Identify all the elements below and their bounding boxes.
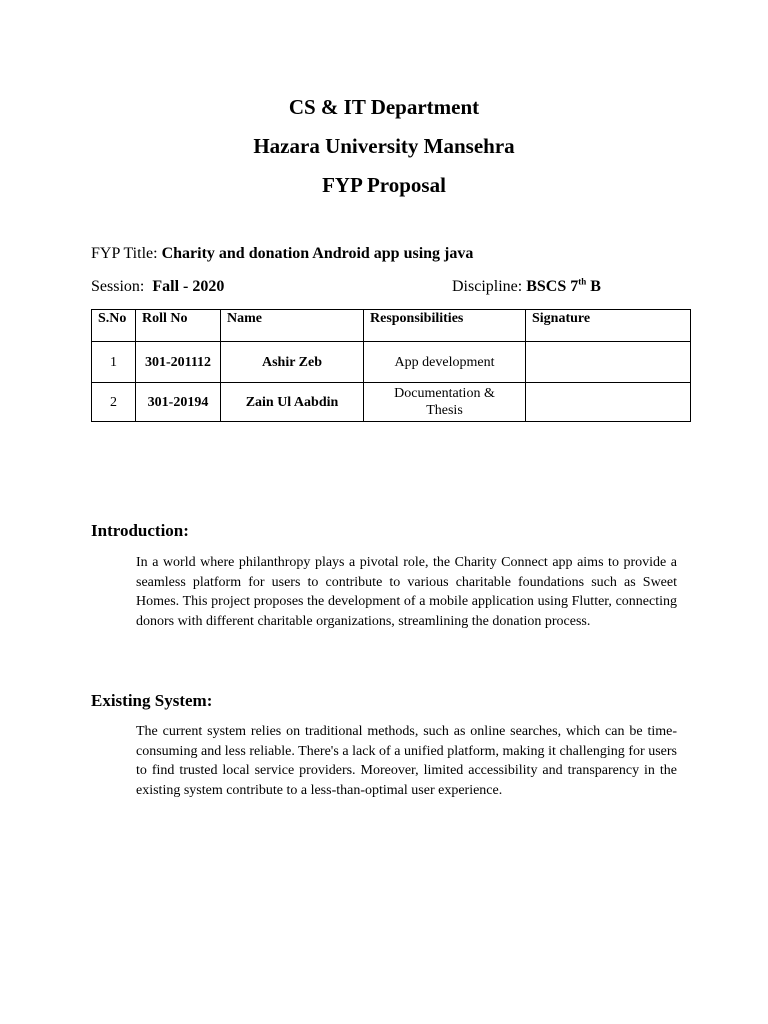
session-value: Fall - 2020 <box>152 278 225 295</box>
header-roll-no: Roll No <box>136 310 221 342</box>
fyp-title-label: FYP Title: <box>91 245 158 262</box>
cell-responsibilities <box>364 383 526 422</box>
discipline-value-suffix: B <box>586 278 601 295</box>
cell-sno: 1 <box>92 342 136 383</box>
cell-name: Ashir Zeb <box>221 342 364 383</box>
header-sno: S.No <box>92 310 136 342</box>
existing-system-body: The current system relies on traditional methods, such as online searches, which can be time-consuming and less reliable. There's a lack of a unified platform, making it challenging for users to find trusted local service providers. Moreover, limited accessibility and transparency in the existing system contribute to a less-than-optimal user experience. <box>136 724 677 798</box>
table-header-row <box>92 310 691 342</box>
discipline-label: Discipline: <box>452 278 523 295</box>
discipline-line <box>452 277 601 297</box>
session-label: Session: <box>91 278 145 295</box>
fyp-title-value: Charity and donation Android app using java <box>161 245 474 262</box>
header-responsibilities: Responsibilities <box>364 310 526 342</box>
cell-signature <box>526 383 691 422</box>
table-row <box>92 342 691 383</box>
cell-sno: 2 <box>92 383 136 422</box>
cell-signature <box>526 342 691 383</box>
department-heading: CS & IT Department <box>288 95 480 119</box>
cell-name: Zain Ul Aabdin <box>221 383 364 422</box>
cell-responsibilities <box>364 342 526 383</box>
session-line <box>91 277 224 297</box>
members-table <box>91 309 691 422</box>
header-signature: Signature <box>526 310 691 342</box>
introduction-title: Introduction: <box>91 521 189 540</box>
existing-system-title: Existing System: <box>91 691 213 710</box>
doc-type-heading: FYP Proposal <box>322 173 446 197</box>
university-heading: Hazara University Mansehra <box>253 134 515 158</box>
resp-line1: Documentation & <box>394 386 495 401</box>
cell-roll-no: 301-20194 <box>136 383 221 422</box>
table-row <box>92 383 691 422</box>
fyp-title-line <box>91 244 473 264</box>
discipline-value <box>526 278 601 295</box>
discipline-value-prefix: BSCS 7 <box>526 278 579 295</box>
cell-roll-no: 301-201112 <box>136 342 221 383</box>
resp-line2: Thesis <box>426 403 463 418</box>
header-name: Name <box>221 310 364 342</box>
introduction-body: In a world where philanthropy plays a pivotal role, the Charity Connect app aims to provide a seamless platform for users to contribute to various charitable foundations such as Sweet Homes. This project proposes the development of a mobile application using Flutter, connecting donors with different charitable organizations, streamlining the donation process. <box>136 555 677 629</box>
resp-line1: App development <box>394 354 495 370</box>
discipline-superscript: th <box>578 276 587 287</box>
